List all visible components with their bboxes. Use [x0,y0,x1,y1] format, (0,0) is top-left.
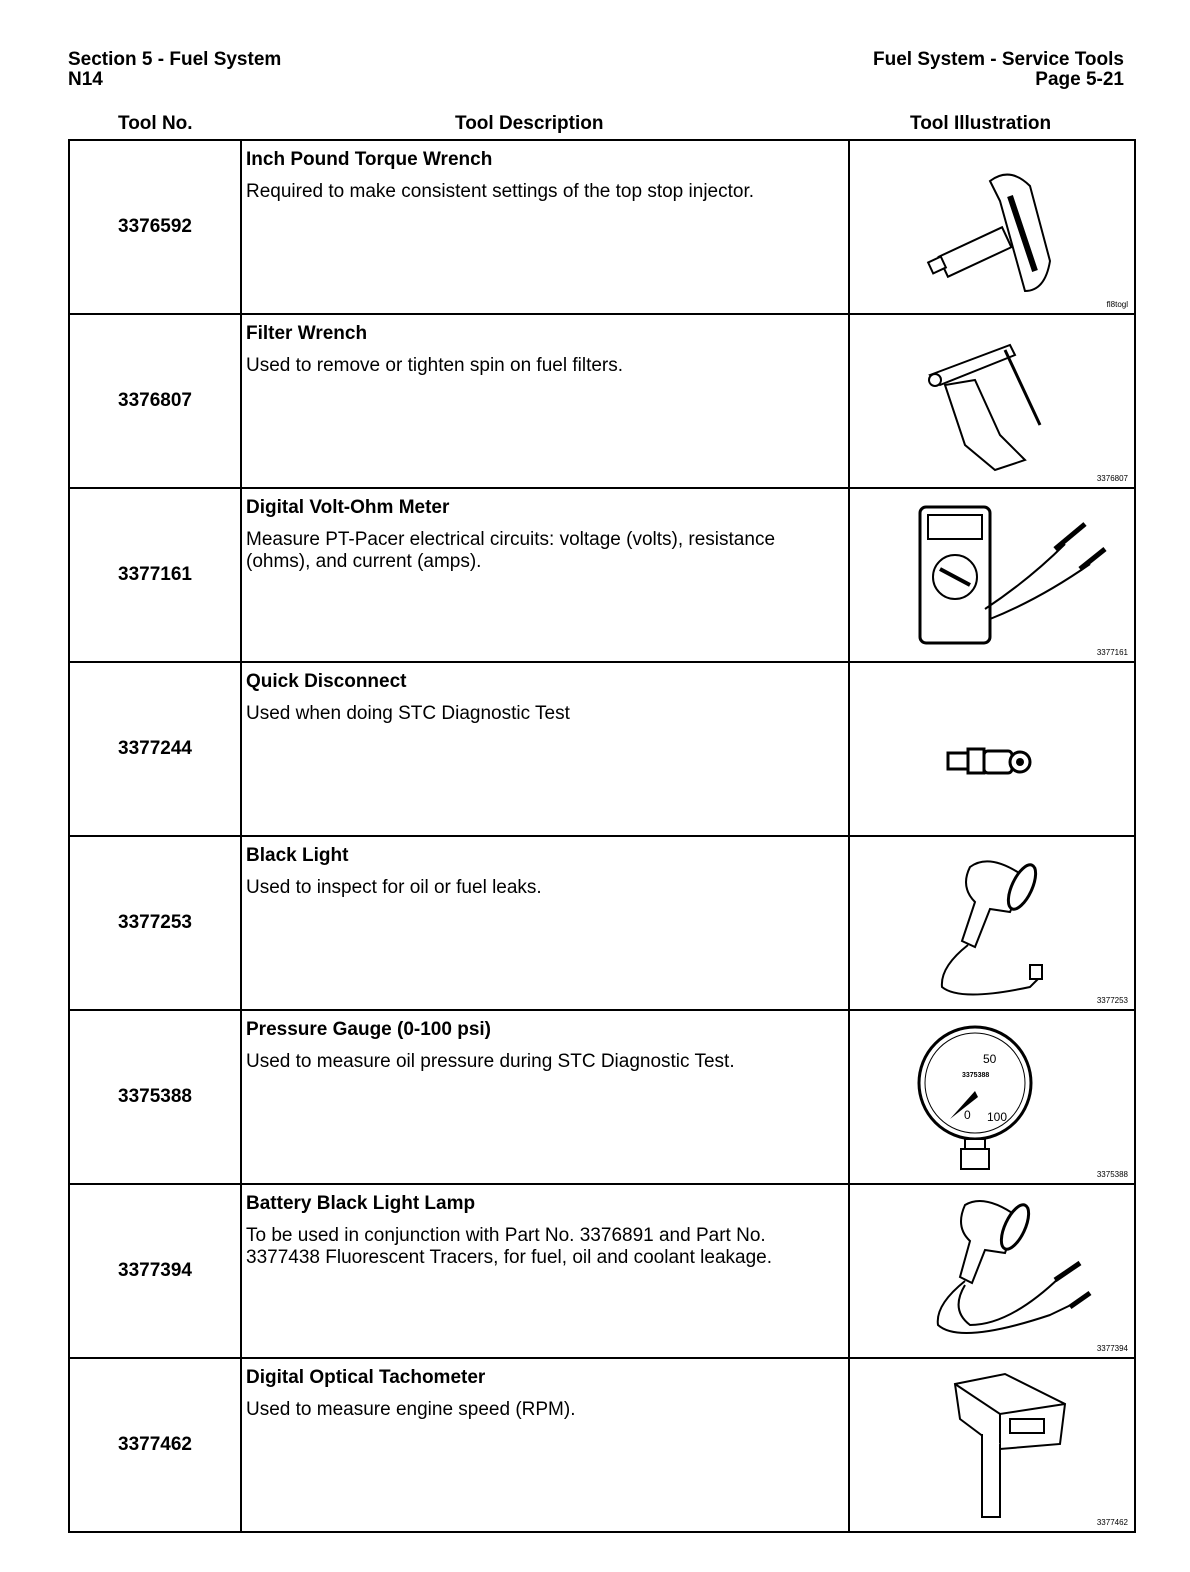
tool-description-cell [241,314,849,488]
illustration-id: 3377462 [1096,1518,1128,1527]
tools-table [68,139,1136,1533]
tool-number: 3377253 [69,836,241,1010]
quick-disconnect-icon [850,663,1134,827]
page-number: Page 5-21 [1035,69,1124,90]
tool-illustration-cell [849,836,1135,1010]
tool-illustration-cell [849,314,1135,488]
tool-number: 3376592 [69,140,241,314]
tool-number: 3377462 [69,1358,241,1532]
tool-number: 3375388 [69,1010,241,1184]
tool-name: Inch Pound Torque Wrench [246,149,493,170]
tool-name: Quick Disconnect [246,671,407,692]
tool-name: Digital Volt-Ohm Meter [246,497,450,518]
tool-number: 3377394 [69,1184,241,1358]
tool-description: Required to make consistent settings of the top stop injector. [246,181,755,202]
tool-description-cell [241,1184,849,1358]
tool-description: Measure PT-Pacer electrical circuits: voltage (volts), resistance (ohms), and current (amps). [246,529,776,572]
tool-description-cell [241,1010,849,1184]
tool-name: Battery Black Light Lamp [246,1193,476,1214]
table-row [69,1010,1135,1184]
tool-illustration-cell [849,662,1135,836]
filter-wrench-icon [850,315,1134,479]
battery-black-light-icon [850,1185,1134,1349]
tool-illustration-cell [849,488,1135,662]
tool-name: Pressure Gauge (0-100 psi) [246,1019,491,1040]
table-row [69,1358,1135,1532]
header-right [873,50,1124,90]
tool-description: Used to remove or tighten spin on fuel filters. [246,355,624,376]
page-topic: Fuel System - Service Tools [873,49,1124,70]
tool-description: Used to measure oil pressure during STC Diagnostic Test. [246,1051,735,1072]
column-header-tool-description: Tool Description [455,113,604,134]
illustration-id: 3377161 [1096,648,1128,657]
tool-description: Used when doing STC Diagnostic Test [246,703,570,724]
section-title: Section 5 - Fuel System [68,49,282,70]
tool-name: Digital Optical Tachometer [246,1367,486,1388]
tool-description-cell [241,140,849,314]
tool-number: 3376807 [69,314,241,488]
illustration-id: 3377394 [1096,1344,1128,1353]
column-header-tool-illustration: Tool Illustration [910,113,1052,134]
black-light-icon [850,837,1134,1001]
tool-description-cell [241,662,849,836]
tool-description-cell [241,488,849,662]
pressure-gauge-icon [850,1011,1134,1175]
table-row [69,836,1135,1010]
tool-illustration-cell [849,1010,1135,1184]
multimeter-icon [850,489,1134,653]
tool-description-cell [241,1358,849,1532]
tool-illustration-cell [849,1358,1135,1532]
illustration-id: 3375388 [1096,1170,1128,1179]
illustration-id: 3377253 [1096,996,1128,1005]
table-row [69,1184,1135,1358]
table-row [69,662,1135,836]
illustration-id: 3376807 [1096,474,1128,483]
gauge-label-0: 0 [964,1108,971,1122]
tool-description: Used to inspect for oil or fuel leaks. [246,877,542,898]
tool-description: Used to measure engine speed (RPM). [246,1399,576,1420]
tool-name: Filter Wrench [246,323,368,344]
gauge-label-100: 100 [987,1110,1008,1124]
gauge-label-part: 3375388 [962,1072,990,1079]
engine-model: N14 [68,69,103,90]
tool-description-cell [241,836,849,1010]
header-left [68,50,281,90]
illustration-id: fl8togl [1106,300,1128,309]
table-row [69,314,1135,488]
table-row [69,140,1135,314]
table-row [69,488,1135,662]
tool-illustration-cell [849,140,1135,314]
tool-number: 3377161 [69,488,241,662]
tool-number: 3377244 [69,662,241,836]
tool-illustration-cell [849,1184,1135,1358]
gauge-label-50: 50 [983,1052,997,1066]
tool-name: Black Light [246,845,349,866]
tool-description: To be used in conjunction with Part No. 3376891 and Part No. 3377438 Fluorescent Tracers, for fuel, oil and coolant leakage. [246,1225,772,1268]
tachometer-icon [850,1359,1134,1523]
torque-wrench-icon [850,141,1134,305]
column-header-tool-no: Tool No. [118,113,193,134]
